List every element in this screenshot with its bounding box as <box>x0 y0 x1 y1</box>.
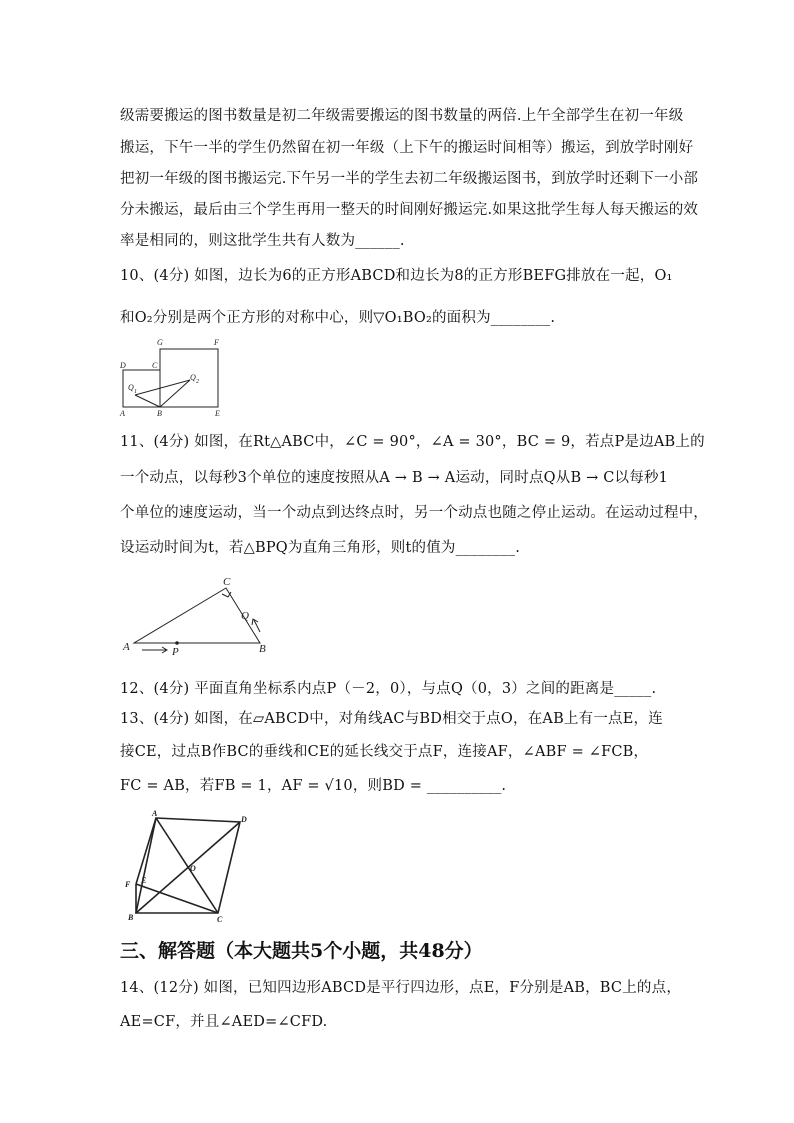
q9-line-3: 把初一年级的图书搬运完.下午另一半的学生去初二年级搬运图书，到放学时还剩下一小部 <box>120 171 699 187</box>
q9-line-4: 分未搬运，最后由三个学生再用一整天的时间刚好搬运完.如果这批学生每人每天搬运的效 <box>120 202 699 218</box>
label-P: P <box>172 646 179 658</box>
label-F: F <box>214 338 219 347</box>
q11-line-3: 个单位的速度运动，当一个动点到达终点时，另一个动点也随之停止运动。在运动过程中， <box>120 505 708 521</box>
q13-line-2: 接CE，过点B作BC的垂线和CE的延长线交于点F，连接AF，∠ABF = ∠FCB， <box>120 744 649 760</box>
q10-figure <box>115 335 230 420</box>
label-E: E <box>215 409 220 418</box>
label-Q1: Q <box>128 383 134 392</box>
label-Q1-sub: 1 <box>134 389 137 395</box>
q10-line-1: 10、(4分) 如图，边长为6的正方形ABCD和边长为8的正方形BEFG排放在一起，O₁ <box>120 268 673 284</box>
label-A: A <box>123 641 130 653</box>
q12-line-1: 12、(4分) 平面直角坐标系内点P（－2，0），与点Q（0，3）之间的距离是_____. <box>120 681 657 697</box>
q14-line-2: AE=CF，并且∠AED=∠CFD. <box>120 1014 328 1030</box>
label-B: B <box>128 913 134 922</box>
label-E: E <box>141 876 147 885</box>
q11-line-1: 11、(4分) 如图，在Rt△ABC中，∠C = 90°，∠A = 30°，BC = 9，若点P是边AB上的 <box>120 434 705 450</box>
label-C: C <box>217 915 223 924</box>
label-A: A <box>152 809 158 818</box>
label-Q: Q <box>241 610 249 622</box>
q13-line-1: 13、(4分) 如图，在▱ABCD中，对角线AC与BD相交于点O，在AB上有一点E，连 <box>120 711 663 727</box>
point-p <box>175 641 179 645</box>
label-G: G <box>157 338 163 347</box>
square-befg <box>160 349 218 407</box>
q9-line-1: 级需要搬运的图书数量是初二年级需要搬运的图书数量的两倍.上午全部学生在初一年级 <box>120 108 684 124</box>
label-C: C <box>152 361 158 370</box>
q14-line-1: 14、(12分) 如图，已知四边形ABCD是平行四边形，点E，F分别是AB，BC上的点， <box>120 980 682 996</box>
label-Q2-sub: 2 <box>196 379 199 385</box>
q10-line-2: 和O₂分别是两个正方形的对称中心，则▽O₁BO₂的面积为________. <box>120 310 556 326</box>
q13-line-3: FC = AB，若FB = 1，AF = √10，则BD = __________. <box>120 778 507 794</box>
label-A: A <box>120 409 125 418</box>
q11-line-2: 一个动点，以每秒3个单位的速度按照从A → B → A运动，同时点Q从B → C以每秒1 <box>120 470 669 486</box>
q13-figure <box>120 808 260 928</box>
right-angle-mark <box>222 592 231 597</box>
q11-figure <box>120 570 280 660</box>
label-F: F <box>125 880 131 889</box>
label-B: B <box>259 643 266 655</box>
label-O: O <box>190 864 196 873</box>
q11-line-4: 设运动时间为t，若△BPQ为直角三角形，则t的值为________. <box>120 540 521 556</box>
label-B: B <box>157 409 162 418</box>
section-3-heading: 三、解答题（本大题共5个小题，共48分） <box>120 940 483 962</box>
label-D: D <box>120 361 126 370</box>
q9-line-5: 率是相同的，则这批学生共有人数为______. <box>120 233 405 249</box>
q9-line-2: 搬运，下午一半的学生仍然留在初一年级（上下午的搬运时间相等）搬运，到放学时刚好 <box>120 140 694 156</box>
label-Q2: Q <box>190 373 196 382</box>
label-C: C <box>223 576 231 588</box>
label-D: D <box>241 815 247 824</box>
